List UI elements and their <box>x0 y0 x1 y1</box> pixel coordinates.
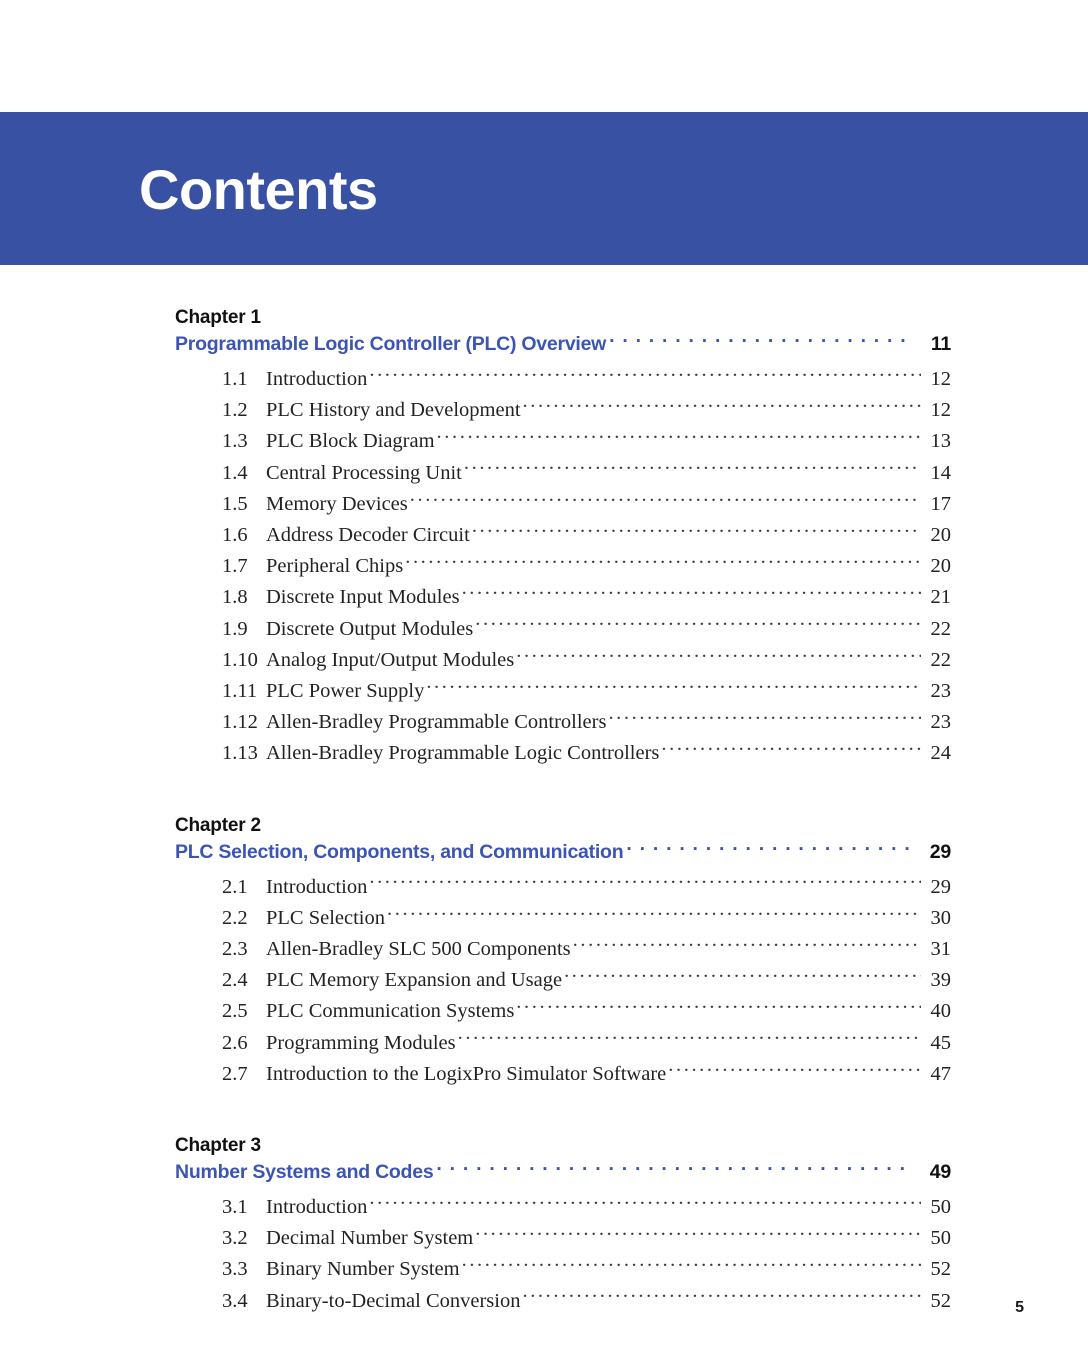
dot-leader <box>369 1191 921 1213</box>
section-list <box>222 363 951 769</box>
entry-number: 2.2 <box>222 906 248 929</box>
entry-title: Central Processing Unit <box>266 461 462 484</box>
entry-page-number: 50 <box>930 1227 951 1250</box>
entry-page-number: 45 <box>930 1031 951 1054</box>
dot-leader <box>516 644 921 666</box>
entry-number: 1.6 <box>222 524 248 547</box>
chapter-title-row[interactable] <box>175 330 951 358</box>
toc-entry[interactable] <box>222 519 951 550</box>
chapter-title: Programmable Logic Controller (PLC) Overview <box>175 333 607 355</box>
entry-number: 3.2 <box>222 1227 248 1250</box>
entry-title: PLC Block Diagram <box>266 430 435 453</box>
chapter-block <box>175 813 951 1089</box>
chapter-page-number: 11 <box>930 333 951 355</box>
entry-page-number: 20 <box>930 555 951 578</box>
dot-leader <box>564 964 921 986</box>
entry-title: Allen-Bradley Programmable Logic Controllers <box>266 742 660 765</box>
toc-entry[interactable] <box>222 644 951 675</box>
dot-leader <box>608 706 921 728</box>
toc-entry[interactable] <box>222 550 951 581</box>
entry-page-number: 24 <box>930 742 951 765</box>
entry-title: Allen-Bradley Programmable Controllers <box>266 711 607 734</box>
toc-entry[interactable] <box>222 871 951 902</box>
entry-number: 2.6 <box>222 1031 248 1054</box>
chapter-page-number: 49 <box>929 1161 951 1184</box>
entry-page-number: 52 <box>930 1289 951 1312</box>
chapter-label: Chapter 2 <box>175 814 261 836</box>
entry-title: PLC Memory Expansion and Usage <box>266 969 563 992</box>
entry-page-number: 13 <box>930 430 951 453</box>
entry-page-number: 14 <box>930 461 951 484</box>
entry-number: 1.11 <box>222 680 258 703</box>
chapter-title: Number Systems and Codes <box>175 1161 434 1184</box>
entry-page-number: 12 <box>930 368 951 390</box>
toc-entry[interactable] <box>222 964 951 995</box>
entry-number: 1.10 <box>222 648 258 671</box>
toc-entry[interactable] <box>222 1191 951 1222</box>
entry-page-number: 40 <box>930 1000 951 1023</box>
entry-page-number: 22 <box>930 617 951 640</box>
entry-title: Discrete Input Modules <box>266 586 460 609</box>
dot-leader <box>369 363 921 385</box>
entry-number: 3.1 <box>222 1196 248 1219</box>
entry-title: Memory Devices <box>266 492 408 515</box>
chapter-block <box>175 1133 951 1316</box>
entry-page-number: 52 <box>930 1258 951 1281</box>
entry-title: Introduction to the LogixPro Simulator Software <box>266 1062 667 1085</box>
chapter-page-number: 29 <box>929 840 951 863</box>
dot-leader <box>661 737 921 759</box>
entry-title: Discrete Output Modules <box>266 617 474 640</box>
toc-entry[interactable] <box>222 1222 951 1253</box>
entry-page-number: 39 <box>930 969 951 992</box>
section-list <box>222 1191 951 1316</box>
entry-number: 1.5 <box>222 492 248 515</box>
entry-number: 2.1 <box>222 875 248 898</box>
entry-title: Introduction <box>266 368 368 390</box>
contents-banner <box>0 112 1088 265</box>
chapter-title-row[interactable] <box>175 838 951 866</box>
dot-leader <box>475 1222 921 1244</box>
entry-page-number: 12 <box>930 399 951 422</box>
entry-number: 1.1 <box>222 368 248 390</box>
entry-page-number: 22 <box>930 648 951 671</box>
dot-leader <box>437 425 921 447</box>
dot-leader <box>462 1253 921 1275</box>
entry-number: 1.4 <box>222 461 248 484</box>
entry-number: 2.3 <box>222 938 248 961</box>
toc-entry[interactable] <box>222 394 951 425</box>
chapter-block <box>175 305 951 769</box>
entry-number: 1.9 <box>222 617 248 640</box>
entry-page-number: 23 <box>930 711 951 734</box>
dot-leader <box>523 394 921 416</box>
entry-title: Binary-to-Decimal Conversion <box>266 1289 521 1312</box>
toc-entry[interactable] <box>222 995 951 1026</box>
chapter-label: Chapter 1 <box>175 307 261 328</box>
chapter-title-row[interactable] <box>175 1158 951 1186</box>
dot-leader <box>426 675 921 697</box>
toc-entry[interactable] <box>222 1058 951 1089</box>
dot-leader <box>405 550 921 572</box>
entry-page-number: 29 <box>930 875 951 898</box>
entry-page-number: 23 <box>930 680 951 703</box>
entry-number: 2.4 <box>222 969 248 992</box>
toc-entry[interactable] <box>222 1253 951 1284</box>
page-title: Contents <box>139 158 378 221</box>
dot-leader <box>410 488 921 510</box>
toc-entry[interactable] <box>222 1027 951 1058</box>
entry-number: 1.13 <box>222 742 258 765</box>
entry-title: Peripheral Chips <box>266 555 404 578</box>
folio-page-number: 5 <box>1015 1299 1024 1316</box>
dot-leader <box>475 613 921 635</box>
entry-number: 1.12 <box>222 711 258 734</box>
entry-number: 1.3 <box>222 430 248 453</box>
entry-title: Introduction <box>266 1196 368 1219</box>
entry-title: Address Decoder Circuit <box>266 524 470 547</box>
entry-page-number: 20 <box>930 524 951 547</box>
entry-number: 2.7 <box>222 1062 248 1085</box>
chapter-label: Chapter 3 <box>175 1135 261 1157</box>
dot-leader <box>369 871 921 893</box>
dot-leader <box>436 1158 914 1178</box>
dot-leader <box>458 1027 921 1049</box>
entry-page-number: 30 <box>930 906 951 929</box>
entry-title: Allen-Bradley SLC 500 Components <box>266 938 571 961</box>
entry-page-number: 47 <box>930 1062 951 1085</box>
entry-title: Decimal Number System <box>266 1227 474 1250</box>
entry-title: Binary Number System <box>266 1258 460 1281</box>
entry-number: 3.4 <box>222 1289 248 1312</box>
toc-entry[interactable] <box>222 902 951 933</box>
entry-title: Introduction <box>266 875 368 898</box>
toc-entry[interactable] <box>222 425 951 456</box>
dot-leader <box>609 330 914 350</box>
entry-number: 1.2 <box>222 399 248 422</box>
entry-title: PLC Selection <box>266 906 386 929</box>
entry-number: 1.8 <box>222 586 248 609</box>
entry-page-number: 17 <box>930 492 951 515</box>
dot-leader <box>462 581 921 603</box>
toc-entry[interactable] <box>222 581 951 612</box>
entry-title: Programming Modules <box>266 1031 456 1054</box>
section-list <box>222 871 951 1089</box>
toc-entry[interactable] <box>222 737 951 768</box>
entry-title: PLC History and Development <box>266 399 521 422</box>
toc-content <box>175 305 951 1316</box>
toc-entry[interactable] <box>222 675 951 706</box>
entry-title: PLC Communication Systems <box>266 1000 515 1023</box>
entry-number: 2.5 <box>222 1000 248 1023</box>
entry-title: PLC Power Supply <box>266 680 425 703</box>
toc-entry[interactable] <box>222 488 951 519</box>
toc-entry[interactable] <box>222 613 951 644</box>
dot-leader <box>516 995 921 1017</box>
toc-entry[interactable] <box>222 363 951 394</box>
dot-leader <box>387 902 921 924</box>
dot-leader <box>472 519 921 541</box>
entry-number: 1.7 <box>222 555 248 578</box>
entry-page-number: 50 <box>930 1196 951 1219</box>
toc-entry[interactable] <box>222 457 951 488</box>
dot-leader <box>626 838 914 858</box>
dot-leader <box>668 1058 921 1080</box>
chapter-title: PLC Selection, Components, and Communication <box>175 840 624 863</box>
entry-title: Analog Input/Output Modules <box>266 648 515 671</box>
entry-page-number: 21 <box>930 586 951 609</box>
toc-entry[interactable] <box>222 933 951 964</box>
dot-leader <box>573 933 921 955</box>
dot-leader <box>464 457 921 479</box>
entry-page-number: 31 <box>930 938 951 961</box>
toc-entry[interactable] <box>222 706 951 737</box>
entry-number: 3.3 <box>222 1258 248 1281</box>
